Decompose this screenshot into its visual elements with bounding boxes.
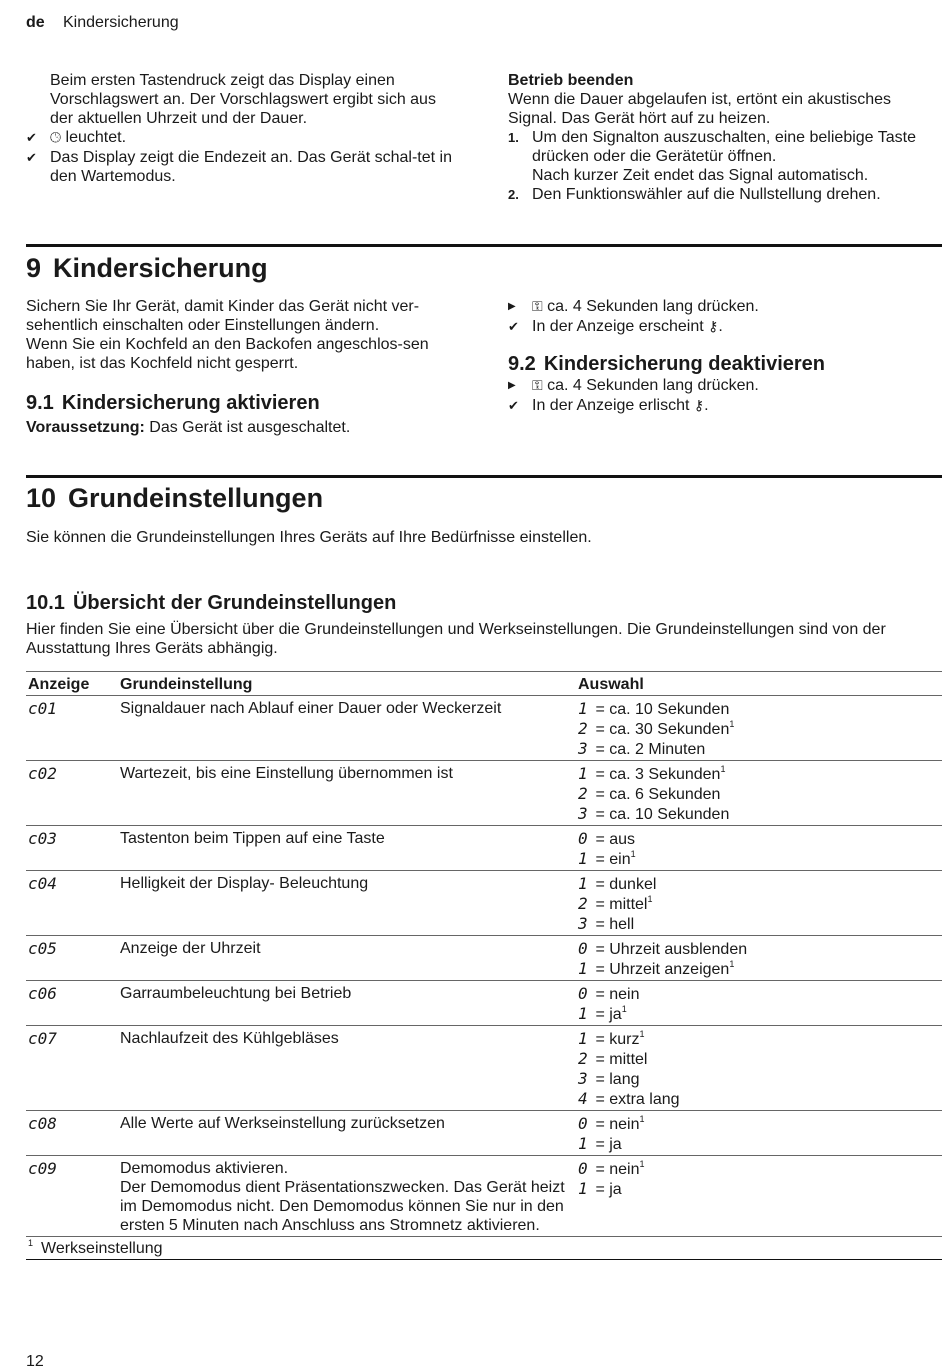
key-lock-icon: ⚿ [532,299,543,315]
setting-code: c09 [26,1156,118,1237]
key-icon: ⚷ [708,319,719,335]
setting-options [576,871,942,936]
subsection-9-2-heading: 9.2 Kindersicherung deaktivieren [508,353,826,375]
intro-left [26,71,456,186]
table-row [26,936,942,981]
arrow-icon: ▶ [508,301,516,312]
table-header-row [26,672,942,696]
option-item: 1 = dunkel [578,874,657,893]
option-item: 1 = ca. 3 Sekunden$^1$ [578,764,726,783]
option-item: $1 = ja^1$ [578,1004,627,1023]
prerequisite: Voraussetzung: Das Gerät ist ausgeschaltet. [26,419,351,436]
page-number: 12 [26,1353,44,1369]
footnote-marker: 1 [639,1159,645,1169]
checkmark-icon: ✔ [508,319,519,334]
option-item: 0 = nein$^1$ [578,1114,645,1133]
setting-options [576,696,942,761]
setting-code: c01 [26,696,118,761]
setting-code: c03 [26,826,118,871]
option-item: 1 = Uhrzeit anzeigen$^1$ [578,959,735,978]
footnote-marker: 1 [720,764,726,774]
footnote-row [26,1237,942,1260]
option-item: 2 = mittel$^1$ [578,894,653,913]
setting-options [576,761,942,826]
setting-options [576,981,942,1026]
option-item: 0 = nein [578,984,640,1003]
result-item-2: ✔ Das Display zeigt die Endezeit an. Das Gerät schal-tet in den Wartemodus. [26,149,452,185]
option-item: 3 = lang [578,1069,640,1088]
clock-icon: 🕒︎ [50,130,62,146]
footnote-marker: 1 [621,1004,627,1014]
result-item-1: ✔ 🕒︎ leuchtet. [26,129,127,146]
setting-description: Wartezeit, bis eine Einstellung übernommen ist [118,761,576,826]
setting-description: Signaldauer nach Ablauf einer Dauer oder Weckerzeit [118,696,576,761]
table-footnote: $^1$ Werkseinstellung [26,1237,942,1260]
setting-options [576,1026,942,1111]
option-item: 1 = ein$^1$ [578,849,636,868]
intro-paragraph: Beim ersten Tastendruck zeigt das Display einen Vorschlagswert an. Der Vorschlagswert ergibt sich aus der aktuellen Uhrzeit und der Dauer. [50,72,436,127]
option-item: 1 = ja [578,1134,622,1153]
table-row [26,761,942,826]
subsection-10-1-para: Hier finden Sie eine Übersicht über die Grundeinstellungen und Werkseinstellungen. Die Grundeinstellungen sind von der Ausstattung Ihres Geräts abhängig. [26,621,886,657]
arrow-icon: ▶ [508,380,516,391]
setting-code: c08 [26,1111,118,1156]
section-10-para: Sie können die Grundeinstellungen Ihres Geräts auf Ihre Bedürfnisse einstellen. [26,529,592,546]
betrieb-section [508,71,938,204]
result-deactivate: ✔ In der Anzeige erlischt ⚷. [508,397,709,414]
setting-description: Helligkeit der Display- Beleuchtung [118,871,576,936]
table-row [26,696,942,761]
subsection-9-1-heading: 9.1 Kindersicherung aktivieren [26,392,320,414]
option-item: 2 = ca. 30 Sekunden$^1$ [578,719,735,738]
option-item: 0 = Uhrzeit ausblenden [578,939,748,958]
setting-options [576,1111,942,1156]
setting-code: c06 [26,981,118,1026]
option-item: 4 = extra lang [578,1089,680,1108]
header-grundeinstellung: Grundeinstellung [118,672,576,696]
option-item: 0 = nein$^1$ [578,1159,645,1178]
footnote-marker: 1 [647,894,653,904]
section-9-right [508,297,938,416]
table-row [26,1111,942,1156]
table-row [26,826,942,871]
table-row [26,1026,942,1111]
option-item: 1 = ja [578,1179,622,1198]
option-item: 3 = hell [578,914,635,933]
footnote-marker: 1 [630,849,636,859]
setting-options [576,936,942,981]
setting-code: c02 [26,761,118,826]
setting-code: c05 [26,936,118,981]
section-rule [26,244,942,247]
setting-description: Garraumbeleuchtung bei Betrieb [118,981,576,1026]
section-10-heading: 10 Grundeinstellungen [26,483,324,513]
key-icon: ⚷ [693,398,705,414]
checkmark-icon: ✔ [508,398,519,413]
setting-options [576,826,942,871]
section-9-para-1: Sichern Sie Ihr Gerät, damit Kinder das Gerät nicht ver-sehentlich einschalten oder Einstellungen ändern. [26,298,420,334]
table-row [26,981,942,1026]
setting-description: Tastenton beim Tippen auf eine Taste [118,826,576,871]
footnote-marker: 1 [729,719,735,729]
setting-description: Alle Werte auf Werkseinstellung zurücksetzen [118,1111,576,1156]
setting-description: Anzeige der Uhrzeit [118,936,576,981]
setting-description: Demomodus aktivieren. Der Demomodus dient Präsentationszwecken. Das Gerät heizt im Demomodus nicht. Den Demomodus können Sie nur in den ersten 5 Minuten nach Anschluss ans Stromnetz aktivieren. [118,1156,576,1237]
betrieb-paragraph: Wenn die Dauer abgelaufen ist, ertönt ein akustisches Signal. Das Gerät hört auf zu heizen. [508,91,892,127]
header-anzeige: Anzeige [26,672,118,696]
setting-code: c07 [26,1026,118,1111]
option-item: 3 = ca. 10 Sekunden [578,804,730,823]
option-item: 0 = aus [578,829,636,848]
checkmark-icon: ✔ [26,130,37,145]
footnote-marker: 1 [639,1029,645,1039]
setting-code: c04 [26,871,118,936]
settings-table [26,671,942,1260]
header-auswahl: Auswahl [576,672,942,696]
checkmark-icon: ✔ [26,150,37,165]
table-row [26,871,942,936]
setting-description: Nachlaufzeit des Kühlgebläses [118,1026,576,1111]
setting-options [576,1156,942,1237]
option-item: 2 = ca. 6 Sekunden [578,784,721,803]
betrieb-title: Betrieb beenden [508,72,634,89]
key-lock-icon: ⚿ [532,378,543,394]
footnote-marker: 1 [729,959,735,969]
section-9-left [26,297,456,437]
result-activate: ✔ In der Anzeige erscheint ⚷. [508,318,723,335]
option-item: 2 = mittel [578,1049,648,1068]
option-item: 1 = ca. 10 Sekunden [578,699,730,718]
header-language: de [26,14,45,31]
step-1: 1. Um den Signalton auszuschalten, eine beliebige Taste drücken oder die Gerätetür öffnen. Nach kurzer Zeit endet das Signal automatisch. [508,129,916,184]
action-activate: ▶ ⚿ ca. 4 Sekunden lang drücken. [508,298,759,315]
option-item: 1 = kurz$^1$ [578,1029,645,1048]
header-title: Kindersicherung [63,14,179,31]
option-item: 3 = ca. 2 Minuten [578,739,706,758]
section-rule [26,475,942,478]
action-deactivate: ▶ ⚿ ca. 4 Sekunden lang drücken. [508,377,759,394]
table-row [26,1156,942,1237]
subsection-10-1-heading: 10.1 Übersicht der Grundeinstellungen [26,592,397,614]
section-9-heading: 9 Kindersicherung [26,253,268,283]
footnote-marker: 1 [639,1114,645,1124]
section-9-para-2: Wenn Sie ein Kochfeld an den Backofen angeschlos-sen haben, ist das Kochfeld nicht gesperrt. [26,336,429,372]
step-2: 2. Den Funktionswähler auf die Nullstellung drehen. [508,186,881,203]
